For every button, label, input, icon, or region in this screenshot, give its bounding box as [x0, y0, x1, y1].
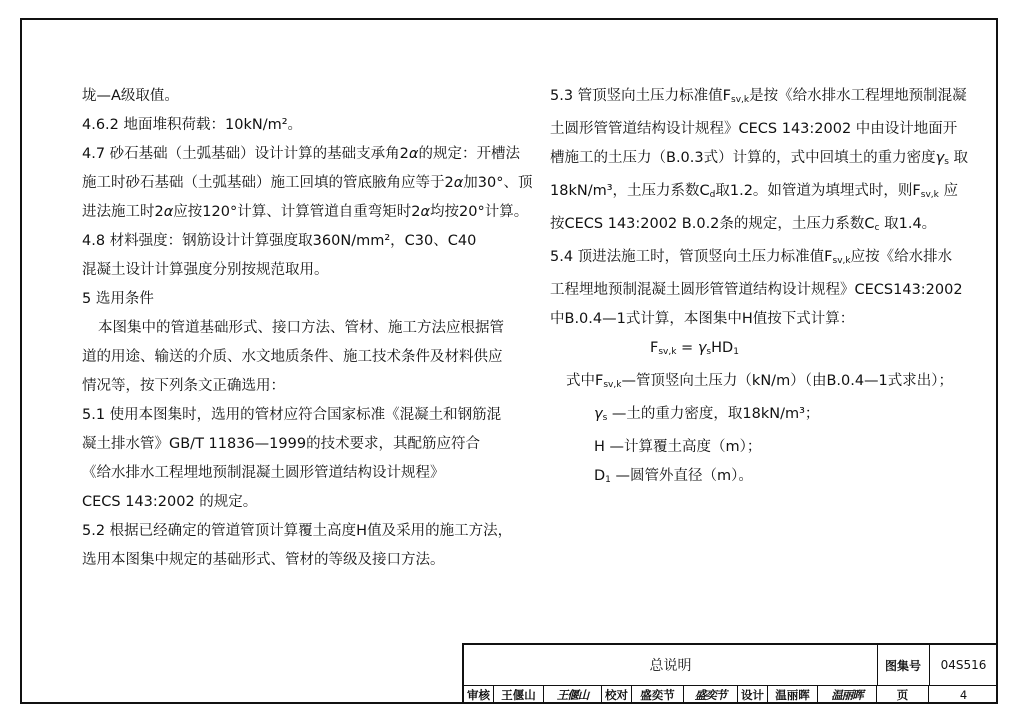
text-line: CECS 143:2002 的规定。	[82, 494, 258, 510]
title-block-row	[464, 645, 998, 686]
text-line: 情况等，按下列条文正确选用：	[82, 378, 285, 394]
variable-definition: 式中$F_{sv,k}—$管顶竖向土压力（kN/m）（由B.0.4—1式求出）；	[566, 373, 954, 390]
atlas-number: 04S516	[940, 658, 987, 672]
review-name: 王偃山	[494, 685, 544, 704]
variable-definition: H —计算覆土高度（m）；	[594, 439, 762, 455]
text-line: 18kN/m³，土压力系数$C_d$取1.2。如管道为填埋式时，则$F_{sv,k}$ 应	[550, 183, 958, 200]
check-name: 盛奕节	[632, 685, 684, 704]
atlas-number-label: 图集号	[877, 645, 930, 685]
text-line: 施工时砂石基础（土弧基础）施工回填的管底腋角应等于2α加30°、顶	[82, 175, 533, 191]
text-line: 工程埋地预制混凝土圆形管管道结构设计规程》CECS143:2002	[550, 282, 963, 298]
text-line: 选用本图集中规定的基础形式、管材的等级及接口方法。	[82, 552, 445, 568]
page-label: 页	[877, 685, 929, 704]
text-line: 垅—A级取值。	[82, 88, 179, 104]
text-line: 道的用途、输送的介质、水文地质条件、施工技术条件及材料供应	[82, 349, 503, 365]
text-line: 混凝土设计计算强度分别按规范取用。	[82, 262, 329, 278]
text-line: 5.1 使用本图集时，选用的管材应符合国家标准《混凝土和钢筋混	[82, 407, 502, 423]
check-label: 校对	[602, 685, 632, 704]
right-column	[550, 82, 970, 495]
text-line: 5.3 管顶竖向土压力标准值$F_{sv,k}$是按《给水排水工程埋地预制混凝	[550, 88, 967, 105]
text-line: 4.7 砂石基础（土弧基础）设计计算的基础支承角2α的规定：开槽法	[82, 146, 520, 162]
drawing-title: 总说明	[464, 645, 878, 685]
text-line: 土圆形管管道结构设计规程》CECS 143:2002 中由设计地面开	[550, 121, 958, 137]
text-line: 4.6.2 地面堆积荷载：10kN/m²。	[82, 117, 303, 133]
variable-definition: $D_1$ —圆管外直径（m）。	[594, 468, 753, 485]
text-line: 5.4 顶进法施工时，管顶竖向土压力标准值$F_{sv,k}$应按《给水排水	[550, 249, 953, 266]
text-line: 槽施工的土压力（B.0.3式）计算的，式中回填土的重力密度$\gamma_s$ 取	[550, 150, 969, 167]
text-line: 按CECS 143:2002 B.0.2条的规定，土压力系数$C_c$ 取1.4。	[550, 216, 937, 233]
design-name: 温丽晖	[768, 685, 818, 704]
formula: $F_{sv,k} = \gamma_sHD_1$	[650, 340, 739, 357]
title-block	[462, 643, 998, 704]
review-signature: 王偃山	[544, 685, 602, 704]
check-signature: 盛奕节	[684, 685, 738, 704]
left-column	[82, 82, 533, 575]
title-block-signature-row	[464, 685, 998, 704]
text-line: 5.2 根据已经确定的管道管顶计算覆土高度H值及采用的施工方法，	[82, 523, 513, 539]
variable-definition: $\gamma_s$ —土的重力密度，取18kN/m³；	[594, 406, 820, 423]
page-number: 4	[959, 687, 968, 702]
text-line: 4.8 材料强度：钢筋设计计算强度取360N/mm²，C30、C40	[82, 233, 477, 249]
design-signature: 温丽晖	[818, 685, 877, 704]
text-line: 凝土排水管》GB/T 11836—1999的技术要求，其配筋应符合	[82, 436, 481, 452]
design-label: 设计	[738, 685, 768, 704]
review-label: 审核	[464, 685, 494, 704]
text-line: 本图集中的管道基础形式、接口方法、管材、施工方法应根据管	[98, 320, 504, 336]
text-line: 《给水排水工程埋地预制混凝土圆形管道结构设计规程》	[82, 465, 445, 481]
text-line: 进法施工时2α应按120°计算、计算管道自重弯矩时2α均按20°计算。	[82, 204, 529, 220]
text-line: 中B.0.4—1式计算，本图集中H值按下式计算：	[550, 311, 855, 327]
section-heading: 5 选用条件	[82, 291, 154, 307]
